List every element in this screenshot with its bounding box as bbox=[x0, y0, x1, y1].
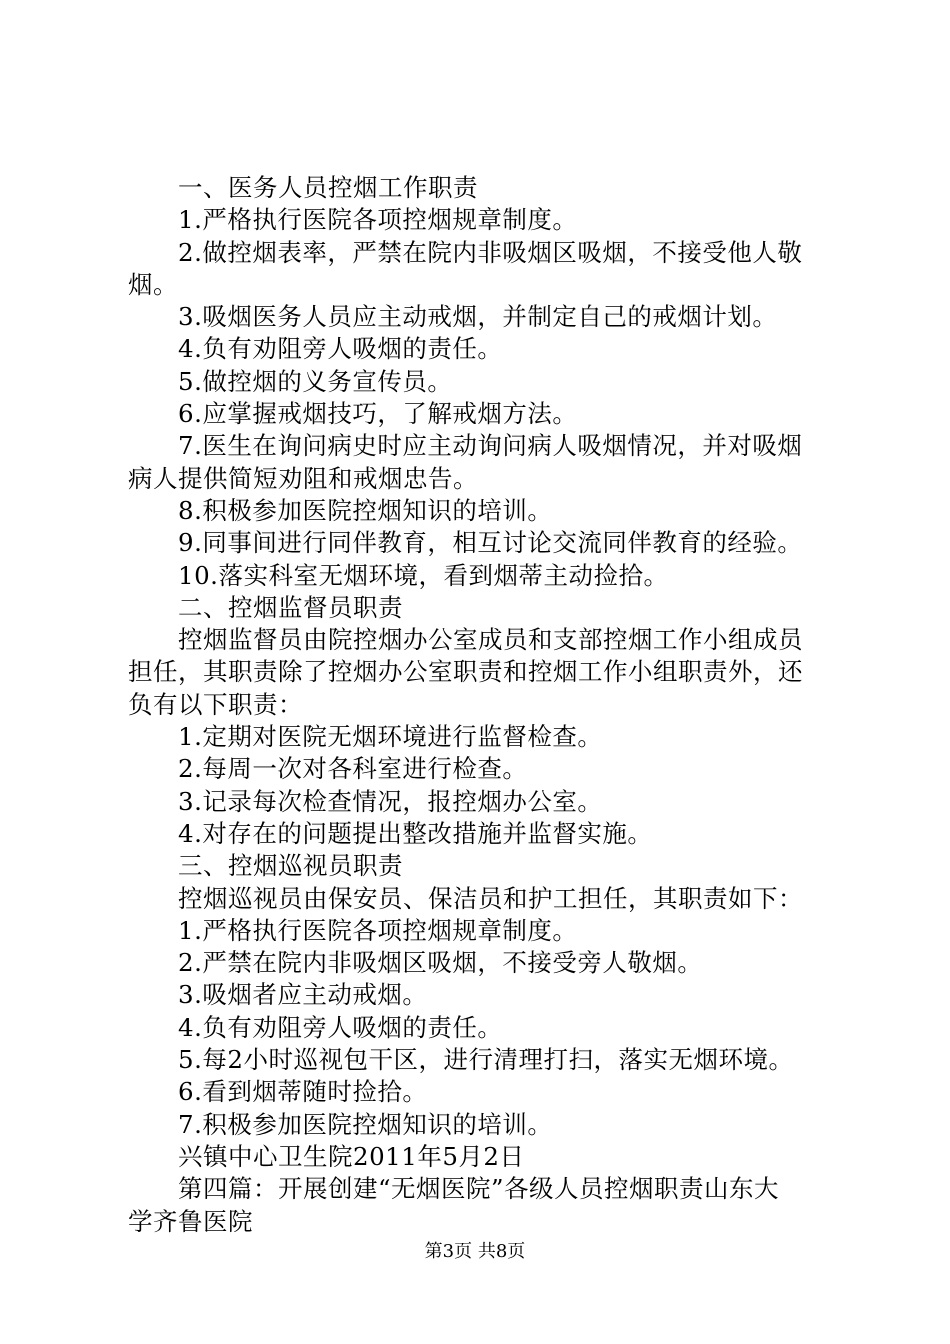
text-line: 3.吸烟者应主动戒烟。 bbox=[178, 980, 428, 1010]
text-line: 1.严格执行医院各项控烟规章制度。 bbox=[178, 915, 578, 945]
text-line: 烟。 bbox=[128, 269, 178, 299]
text-line: 二、控烟监督员职责 bbox=[178, 592, 403, 622]
text-line: 9.同事间进行同伴教育，相互讨论交流同伴教育的经验。 bbox=[178, 528, 803, 558]
text-line: 2.严禁在院内非吸烟区吸烟，不接受旁人敬烟。 bbox=[178, 948, 703, 978]
text-line: 1.严格执行医院各项控烟规章制度。 bbox=[178, 205, 578, 235]
text-line: 2.每周一次对各科室进行检查。 bbox=[178, 754, 528, 784]
text-line: 7.医生在询问病史时应主动询问病人吸烟情况，并对吸烟 bbox=[178, 431, 803, 461]
text-line: 4.负有劝阻旁人吸烟的责任。 bbox=[178, 1012, 503, 1042]
text-line: 控烟巡视员由保安员、保洁员和护工担任，其职责如下： bbox=[178, 883, 803, 913]
text-line: 5.做控烟的义务宣传员。 bbox=[178, 366, 453, 396]
text-line: 4.对存在的问题提出整改措施并监督实施。 bbox=[178, 818, 653, 848]
text-line: 2.做控烟表率，严禁在院内非吸烟区吸烟，不接受他人敬 bbox=[178, 237, 803, 267]
text-line: 三、控烟巡视员职责 bbox=[178, 851, 403, 881]
text-line: 病人提供简短劝阻和戒烟忠告。 bbox=[128, 463, 478, 493]
text-line: 7.积极参加医院控烟知识的培训。 bbox=[178, 1109, 553, 1139]
page-footer: 第3页 共8页 bbox=[424, 1241, 526, 1262]
text-line: 第四篇：开展创建“无烟医院”各级人员控烟职责山东大 bbox=[178, 1174, 780, 1204]
text-line: 5.每2小时巡视包干区，进行清理打扫，落实无烟环境。 bbox=[178, 1045, 794, 1075]
text-line: 负有以下职责： bbox=[128, 689, 303, 719]
text-line: 8.积极参加医院控烟知识的培训。 bbox=[178, 495, 553, 525]
text-line: 1.定期对医院无烟环境进行监督检查。 bbox=[178, 722, 603, 752]
text-line: 3.记录每次检查情况，报控烟办公室。 bbox=[178, 786, 603, 816]
text-line: 3.吸烟医务人员应主动戒烟，并制定自己的戒烟计划。 bbox=[178, 302, 778, 332]
text-line: 4.负有劝阻旁人吸烟的责任。 bbox=[178, 334, 503, 364]
text-line: 6.应掌握戒烟技巧，了解戒烟方法。 bbox=[178, 399, 578, 429]
text-line: 学齐鲁医院 bbox=[128, 1206, 253, 1236]
text-line: 一、医务人员控烟工作职责 bbox=[178, 173, 478, 202]
text-line: 10.落实科室无烟环境，看到烟蒂主动捡拾。 bbox=[178, 560, 669, 590]
text-line: 担任，其职责除了控烟办公室职责和控烟工作小组职责外，还 bbox=[128, 657, 803, 687]
text-line: 6.看到烟蒂随时捡拾。 bbox=[178, 1077, 428, 1107]
text-line: 控烟监督员由院控烟办公室成员和支部控烟工作小组成员 bbox=[178, 625, 803, 655]
text-line: 兴镇中心卫生院2011年5月2日 bbox=[178, 1141, 525, 1171]
document-body bbox=[128, 172, 828, 1238]
